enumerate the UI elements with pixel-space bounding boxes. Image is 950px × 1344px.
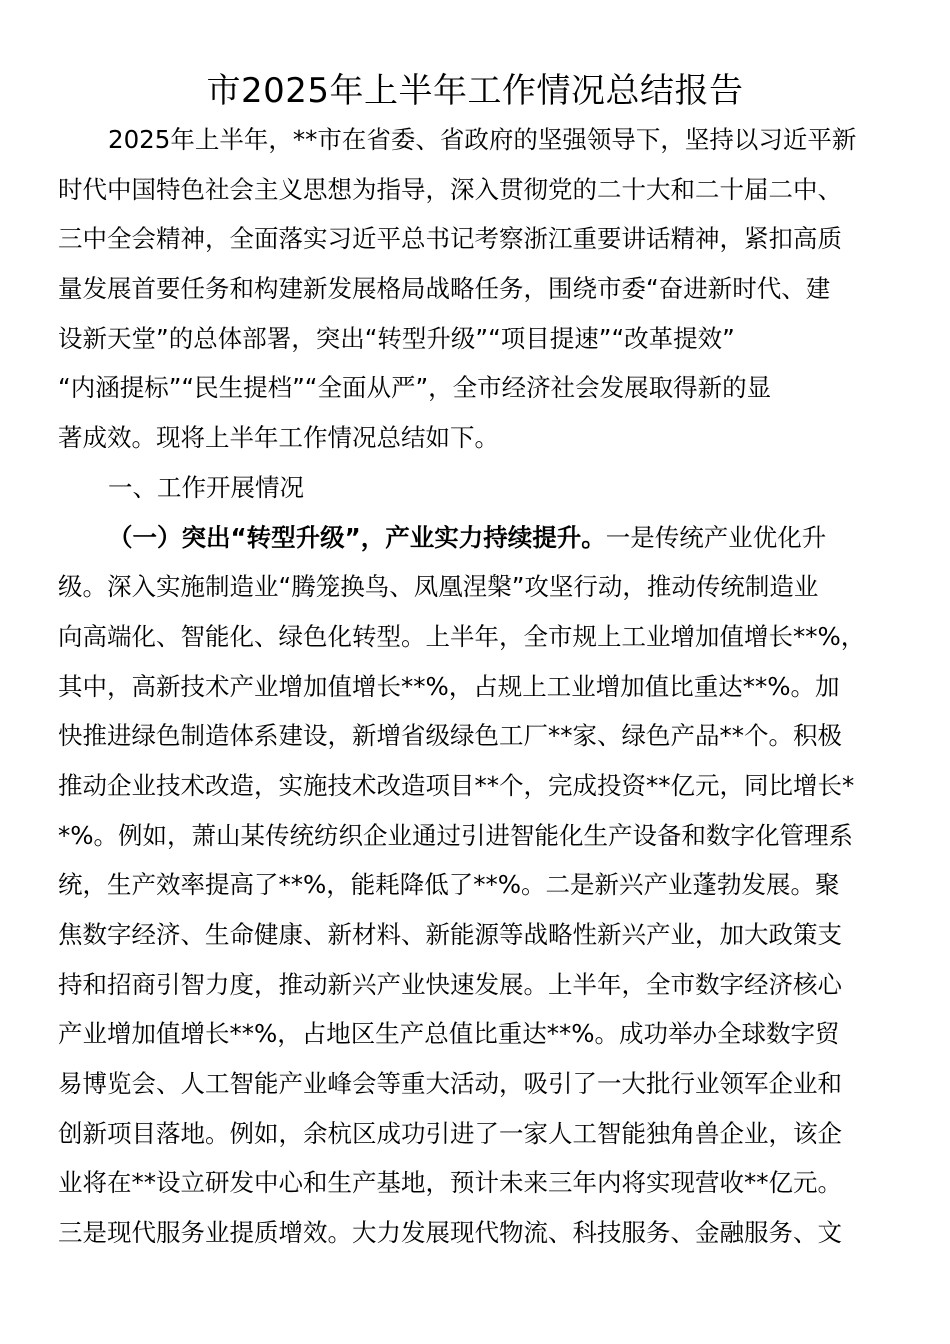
body-line: 创新项目落地。例如，余杭区成功引进了一家人工智能独角兽企业，该企 — [58, 1118, 842, 1148]
body-line: *%。例如，萧山某传统纺织企业通过引进智能化生产设备和数字化管理系 — [58, 820, 854, 850]
intro-line: 量发展首要任务和构建新发展格局战略任务，围绕市委“奋进新时代、建 — [58, 274, 831, 304]
body-line: 易博览会、人工智能产业峰会等重大活动，吸引了一大批行业领军企业和 — [58, 1069, 842, 1099]
section-heading: 一、工作开展情况 — [108, 472, 304, 502]
body-line: 统，生产效率提高了**%，能耗降低了**%。二是新兴产业蓬勃发展。聚 — [58, 870, 840, 900]
body-line: 级。深入实施制造业“腾笼换鸟、凤凰涅槃”攻坚行动，推动传统制造业 — [58, 572, 819, 602]
body-line: 快推进绿色制造体系建设，新增省级绿色工厂**家、绿色产品**个。积极 — [58, 721, 842, 751]
body-line: 业将在**设立研发中心和生产基地，预计未来三年内将实现营收**亿元。 — [58, 1168, 842, 1198]
body-line: 三是现代服务业提质增效。大力发展现代物流、科技服务、金融服务、文 — [58, 1218, 842, 1248]
document-title: 市2025年上半年工作情况总结报告 — [206, 71, 744, 111]
intro-line: 时代中国特色社会主义思想为指导，深入贯彻党的二十大和二十届二中、 — [58, 174, 842, 204]
subsection-line — [58, 513, 892, 563]
intro-line: “内涵提标”“民生提档”“全面从严”，全市经济社会发展取得新的显 — [58, 373, 772, 403]
intro-line: 2025年上半年，**市在省委、省政府的坚强领导下，坚持以习近平新 — [108, 125, 857, 154]
document-body — [58, 115, 892, 1258]
intro-line: 设新天堂”的总体部署，突出“转型升级”“项目提速”“改革提效” — [58, 323, 735, 353]
body-line: 持和招商引智力度，推动新兴产业快速发展。上半年，全市数字经济核心 — [58, 969, 842, 999]
body-line: 向高端化、智能化、绿色化转型。上半年，全市规上工业增加值增长**%， — [58, 621, 866, 651]
subsection-heading: （一）突出“转型升级”，产业实力持续提升。 — [108, 522, 606, 552]
intro-line: 著成效。现将上半年工作情况总结如下。 — [58, 423, 499, 453]
body-line: 产业增加值增长**%，占地区生产总值比重达**%。成功举办全球数字贸 — [58, 1019, 840, 1049]
body-line: 推动企业技术改造，实施技术改造项目**个，完成投资**亿元，同比增长* — [58, 770, 855, 800]
subsection-line-rest: 一是传统产业优化升 — [605, 522, 827, 552]
intro-line: 三中全会精神，全面落实习近平总书记考察浙江重要讲话精神，紧扣高质 — [58, 224, 842, 254]
body-line: 其中，高新技术产业增加值增长**%，占规上工业增加值比重达**%。加 — [58, 671, 840, 701]
body-line: 焦数字经济、生命健康、新材料、新能源等战略性新兴产业，加大政策支 — [58, 920, 842, 949]
